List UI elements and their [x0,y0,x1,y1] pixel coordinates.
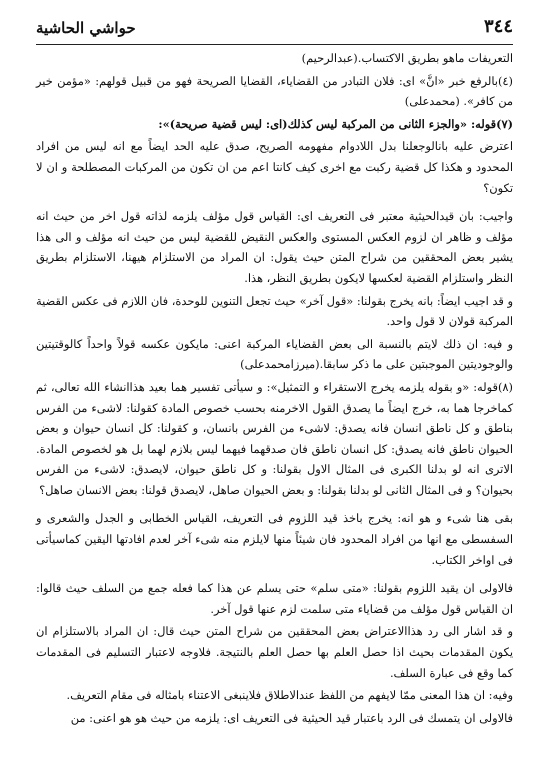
paragraph: (٤)بالرفع خبر «انَّ» اى: فلان التبادر من القضاياء، القضايا الصريحة فهو من قبيل قولهم: «مؤمن خير من كافر». (محمدعلى) [36,73,513,109]
page-header [36,14,513,45]
paragraph: واجيب: بان قيدالحيثية معتبر فى التعريف اى: القياس قول مؤلف يلزمه لذاته قول اخر من حيث انه مؤلف و ظاهر ان لزوم العكس المستوى والعكس النقيض للقضية ليس من حيث انه مؤلف و الى هذا يشير بعض المحققين من شراح المتن حيث يقول: ان المراد من الاستلزام هيهنا، الاستلزام بطريق النظر واستلزام القضية لعكسها لايكون بطريق النظر، هذا. [36,209,513,285]
paragraph: و فيه: ان ذلك لايتم بالنسبة الى بعض القضاياء المركبة اعنى: مايكون عكسه قولاً واحداً كالوقتيتين والوجوديتين الموجبتين على ما ذكر سابقا.(ميرزامحمدعلى) [36,336,513,372]
paragraph: (٧)قوله: «والجزء الثانى من المركبة ليس كذلك(اى: ليس قضية صريحة)»: [158,116,513,131]
paragraph: بقى هنا شىء و هو انه: يخرج باخذ قيد اللزوم فى التعريف، القياس الخطابى و الجدل والشعرى و السفسطى مع انها من افراد المحدود فان شيئاً منها لايلزم منه شىء آخر لعدم افادتها اليقين كماسيأتى فى اواخر الكتاب. [36,511,513,567]
paragraph: (٨)قوله: «و بقوله يلزمه يخرج الاستقراء و التمثيل»: و سيأتى تفسير هما بعيد هذاانشاء الله تعالى، ثم كماخرجا هما به، خرج ايضاً ما يصدق القول الاخرمنه بحسب خصوص المادة كقولنا: لاشىء من الفرس بناطق و كل ناطق انسان فانه يصدق: لاشىء من الفرس بانسان، و كقولنا: كل انسان حيوان و بعض الحيوان ناطق فانه يصدق: كل انسان ناطق فان صدقهما فيهما ليس بلازم لهما بل هو لخصوص المادة. الاترى انه لو بدلنا الكبرى فى المثال الاول بقولنا: و كل ناطق حيوان، لايصدق: لاشىء من الفرس بحيوان؟ و فى المثال الثانى لو بدلنا بقولنا: و بعض الحيوان صاهل، لايصدق قولنا: بعض الانسان صاهل؟ [36,379,513,497]
page-number: ٣٤٤ [483,16,513,37]
paragraph: فالاولى ان يقيد اللزوم بقولنا: «متى سلم» حتى يسلم عن هذا كما فعله جمع من السلف حيث قالوا: ان القياس قول مؤلف من قضاياء متى سلمت لزم عنها قول آخر. [36,581,513,616]
paragraph: و قد اجيب ايضاً: بانه يخرج بقولنا: «قول آخر» حيث تجعل التنوين للوحدة، فان اللازم فى عكس القضية المركبة قولان لا قول واحد. [36,293,513,329]
page-body [36,48,513,730]
running-title: حواشي الحاشية [36,19,136,37]
paragraph: التعريفات ماهو بطريق الاكتساب.(عبدالرحيم) [301,51,513,65]
paragraph: اعترض عليه بانالوجعلنا بدل اللادوام مفهومه الصريح، صدق عليه الحد ايضاً مع انه ليس من افراد المحدود و هكذا كل قضية ركبت مع اخرى كيف كانتا اعم من ان تكون من المركبات المصطلحة و ان لا تكون؟ [36,139,513,195]
paragraph: فالاولى ان يتمسك فى الرد باعتبار قيد الحيثية فى التعريف اى: يلزمه من حيث هو هو اعنى: من [70,710,513,725]
paragraph: و قد اشار الى رد هذاالاعتراض بعض المحققين من شراح المتن حيث قال: ان المراد بالاستلزام ان يكون المقدمات بحيث اذا حصل العلم بها حصل العلم بالنتيجة. فلاوجه لاعتبار التسليم فى المقدمات كما وقع فى عبارة السلف. [36,624,513,680]
paragraph: وفيه: ان هذا المعنى ممّا لايفهم من اللفظ عندالاطلاق فلاينبغى الاعتناء بامثاله فى مقام التعريف. [66,688,513,703]
